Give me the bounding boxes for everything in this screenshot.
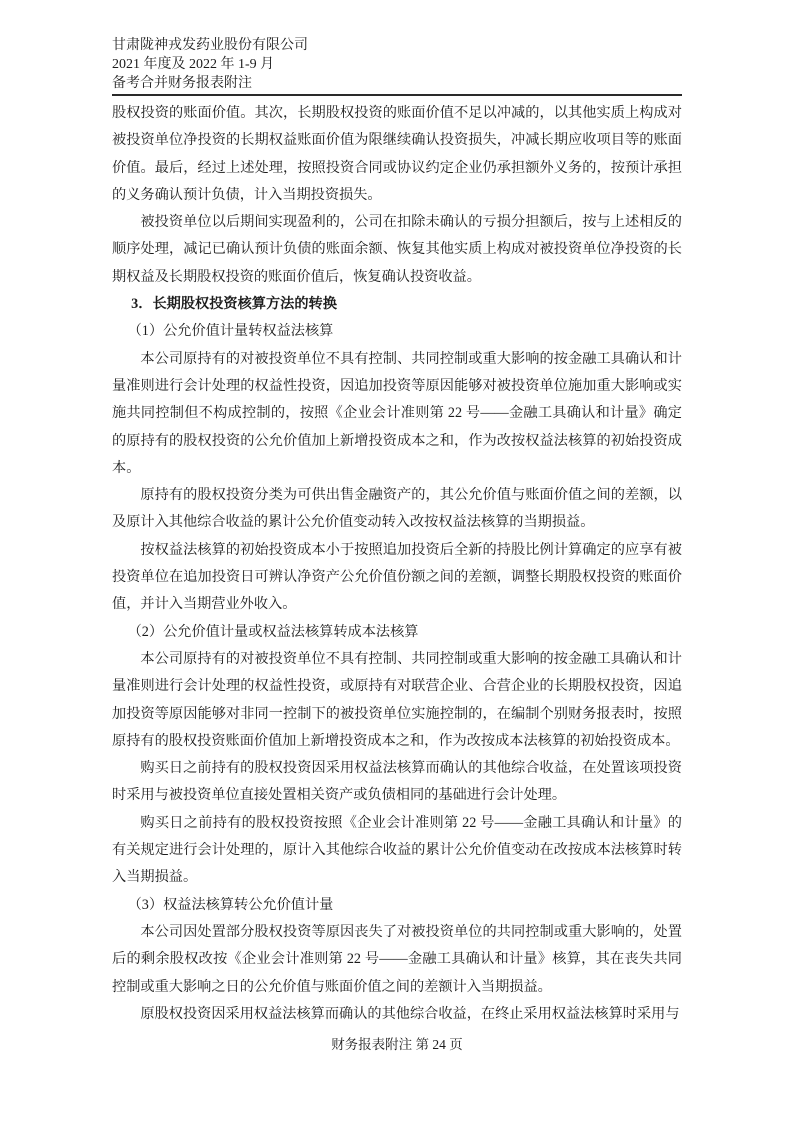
section-heading: 3．长期股权投资核算方法的转换 bbox=[131, 296, 337, 313]
subsection-heading: （1）公允价值计量转权益法核算 bbox=[127, 323, 334, 340]
body-paragraph: 股权投资的账面价值。其次，长期股权投资的账面价值不足以冲减的，以其他实质上构成对被投资单位净投资的长期权益账面价值为限继续确认投资损失，冲减长期应收项目等的账面价值。最后，经过上述处理，按照投资合同或协议约定企业仍承担额外义务的，按预计承担的义务确认预计负债，计入当期投资损失。 bbox=[112, 105, 682, 203]
body-paragraph: 购买日之前持有的股权投资按照《企业会计准则第 22 号——金融工具确认和计量》的有关规定进行会计处理的，原计入其他综合收益的累计公允价值变动在改按成本法核算时转入当期损益。 bbox=[112, 814, 682, 886]
body-paragraph: 原股权投资因采用权益法核算而确认的其他综合收益，在终止采用权益法核算时采用与 bbox=[140, 1005, 680, 1022]
body-paragraph: 购买日之前持有的股权投资因采用权益法核算而确认的其他综合收益，在处置该项投资时采用与被投资单位直接处置相关资产或负债相同的基础进行会计处理。 bbox=[112, 760, 682, 804]
page-number-label: 财务报表附注 第 24 页 bbox=[331, 1037, 463, 1052]
report-period: 2021 年度及 2022 年 1-9 月 bbox=[112, 56, 275, 72]
body-paragraph: 本公司原持有的对被投资单位不具有控制、共同控制或重大影响的按金融工具确认和计量准则进行会计处理的权益性投资，或原持有对联营企业、合营企业的长期股权投资，因追加投资等原因能够对非同一控制下的被投资单位实施控制的，在编制个别财务报表时，按照原持有的股权投资账面价值加上新增投资成本之和，作为改按成本法核算的初始投资成本。 bbox=[112, 650, 682, 749]
body-paragraph: 原持有的股权投资分类为可供出售金融资产的，其公允价值与账面价值之间的差额，以及原计入其他综合收益的累计公允价值变动转入改按权益法核算的当期损益。 bbox=[112, 487, 682, 531]
page-footer bbox=[112, 1036, 682, 1054]
body-paragraph: 本公司因处置部分股权投资等原因丧失了对被投资单位的共同控制或重大影响的，处置后的剩余股权改按《企业会计准则第 22 号——金融工具确认和计量》核算，其在丧失共同控制或重大影响之日的公允价值与账面价值之间的差额计入当期损益。 bbox=[112, 923, 682, 995]
report-header bbox=[112, 37, 682, 96]
subsection-heading: （3）权益法核算转公允价值计量 bbox=[127, 896, 334, 913]
body-paragraph: 按权益法核算的初始投资成本小于按照追加投资后全新的持股比例计算确定的应享有被投资单位在追加投资日可辨认净资产公允价值份额之间的差额，调整长期股权投资的账面价值，并计入当期营业外收入。 bbox=[112, 541, 682, 613]
company-name: 甘肃陇神戎发药业股份有限公司 bbox=[112, 38, 308, 53]
body-paragraph: 本公司原持有的对被投资单位不具有控制、共同控制或重大影响的按金融工具确认和计量准则进行会计处理的权益性投资，因追加投资等原因能够对被投资单位施加重大影响或实施共同控制但不构成控制的，按照《企业会计准则第 22 号——金融工具确认和计量》确定的原持有的股权投资的公允价值加上新增投资成本之和，作为改按权益法核算的初始投资成本。 bbox=[112, 350, 682, 476]
body-paragraph: 被投资单位以后期间实现盈利的，公司在扣除未确认的亏损分担额后，按与上述相反的顺序处理，减记已确认预计负债的账面余额、恢复其他实质上构成对被投资单位净投资的长期权益及长期股权投资的账面价值后，恢复确认投资收益。 bbox=[112, 214, 682, 285]
report-title: 备考合并财务报表附注 bbox=[112, 75, 252, 91]
document-body bbox=[112, 100, 682, 1028]
subsection-heading: （2）公允价值计量或权益法核算转成本法核算 bbox=[127, 623, 419, 640]
